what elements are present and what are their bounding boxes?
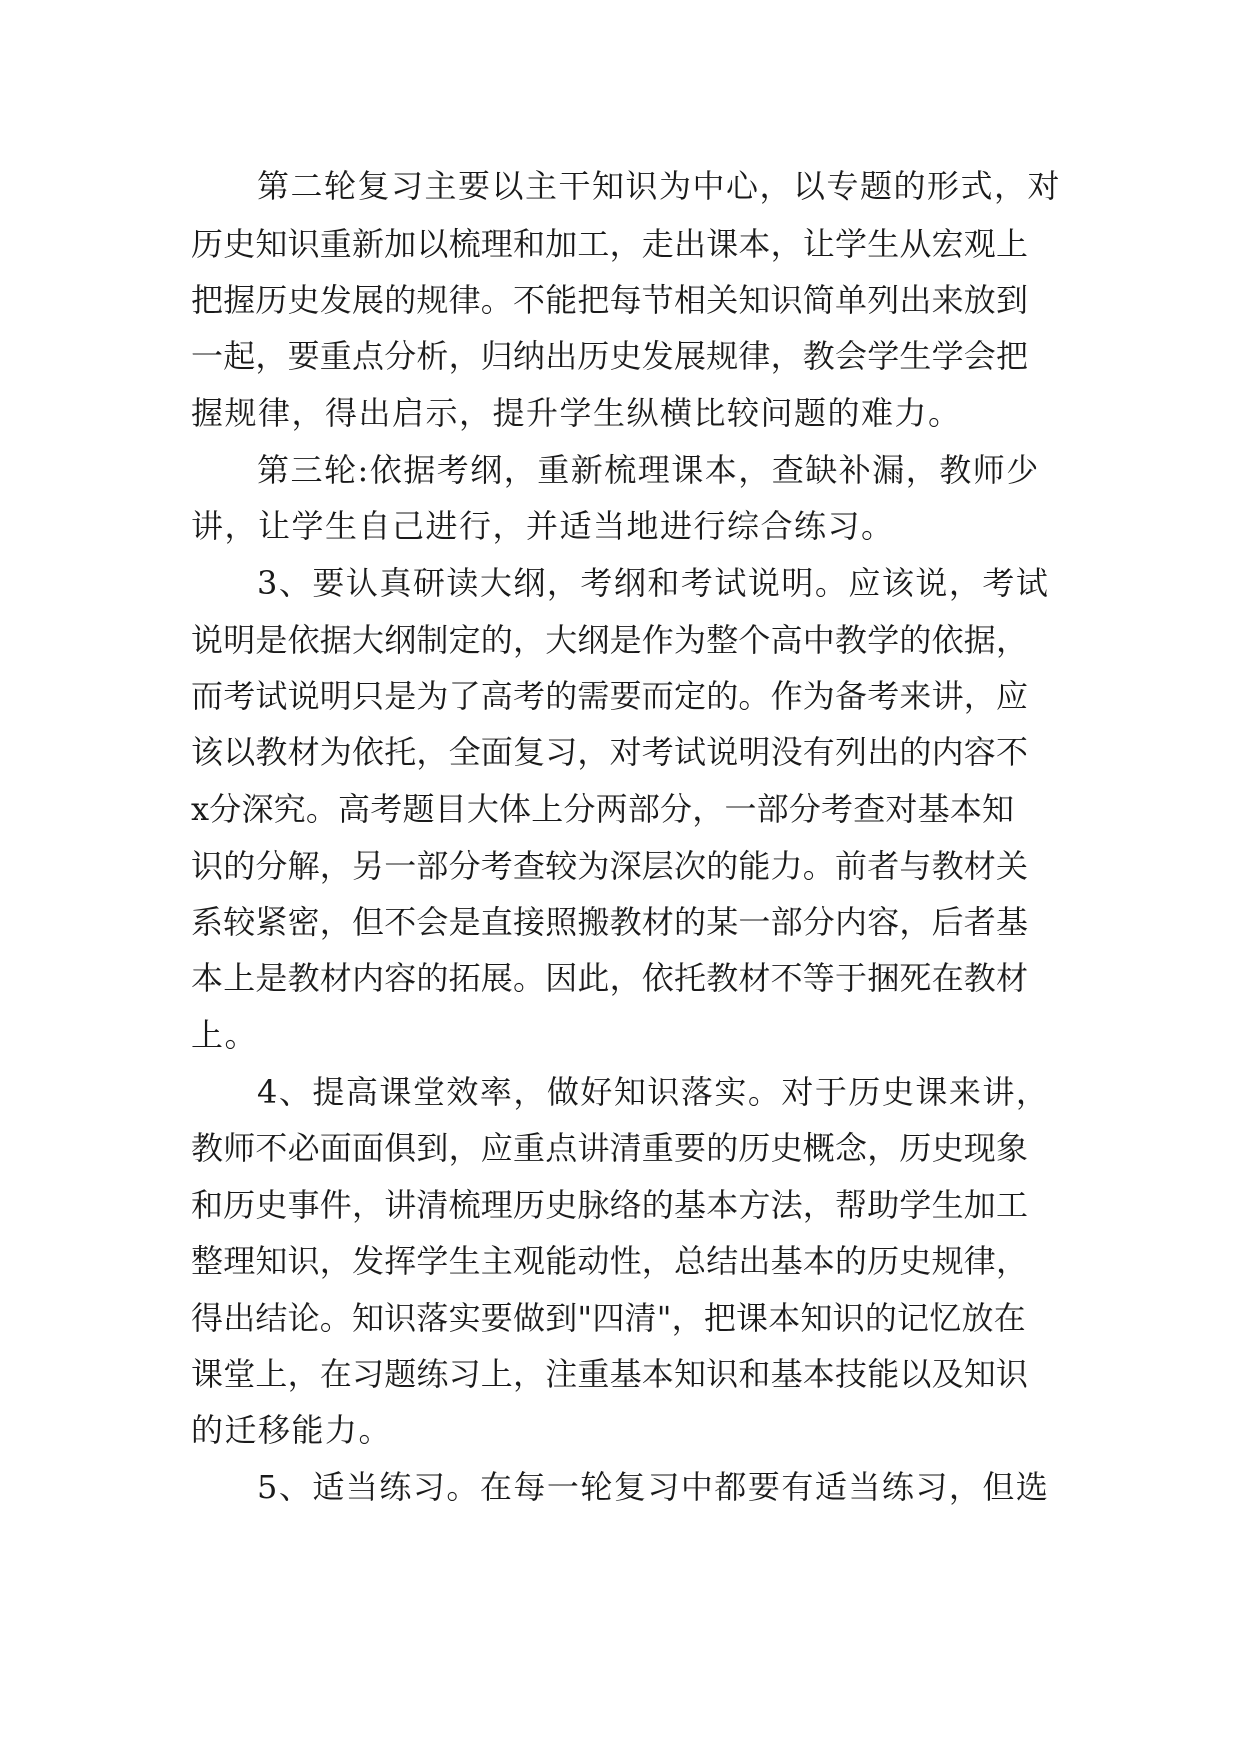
text-line: 教师不必面面俱到，应重点讲清重要的历史概念，历史现象 [191,1129,1029,1167]
text-line: 4、提高课堂效率，做好知识落实。对于历史课来讲， [257,1073,1050,1111]
text-line: 第二轮复习主要以主干知识为中心，以专题的形式，对 [257,167,1062,205]
text-line: 而考试说明只是为了高考的需要而定的。作为备考来讲，应 [191,677,1029,715]
text-line: 把握历史发展的规律。不能把每节相关知识简单列出来放到 [191,281,1029,319]
text-line: x分深究。高考题目大体上分两部分，一部分考查对基本知 [191,790,1015,828]
text-line: 握规律，得出启示，提升学生纵横比较问题的难力。 [191,394,962,432]
text-line: 第三轮:依据考纲，重新梳理课本，查缺补漏，教师少 [257,451,1040,489]
text-line: 和历史事件，讲清梳理历史脉络的基本方法，帮助学生加工 [191,1186,1029,1224]
text-line: 得出结论。知识落实要做到"四清"，把课本知识的记忆放在 [191,1299,1026,1337]
text-line: 说明是依据大纲制定的，大纲是作为整个高中教学的依据， [191,621,1029,659]
text-line: 整理知识，发挥学生主观能动性，总结出基本的历史规律， [191,1242,1029,1280]
text-line: 课堂上，在习题练习上，注重基本知识和基本技能以及知识 [191,1355,1029,1393]
text-line: 讲，让学生自己进行，并适当地进行综合练习。 [191,507,895,545]
text-line: 系较紧密，但不会是直接照搬教材的某一部分内容，后者基 [191,903,1029,941]
text-line: 5、适当练习。在每一轮复习中都要有适当练习，但选 [257,1468,1050,1506]
text-line: 识的分解，另一部分考查较为深层次的能力。前者与教材关 [191,847,1029,885]
text-line: 的迁移能力。 [191,1411,393,1449]
text-line: 上。 [191,1016,259,1054]
text-line: 本上是教材内容的拓展。因此，依托教材不等于捆死在教材 [191,959,1029,997]
text-line: 该以教材为依托，全面复习，对考试说明没有列出的内容不 [191,733,1029,771]
text-line: 一起，要重点分析，归纳出历史发展规律，教会学生学会把 [191,337,1029,375]
text-line: 历史知识重新加以梳理和加工，走出课本，让学生从宏观上 [191,225,1029,263]
text-line: 3、要认真研读大纲，考纲和考试说明。应该说，考试 [257,564,1050,602]
